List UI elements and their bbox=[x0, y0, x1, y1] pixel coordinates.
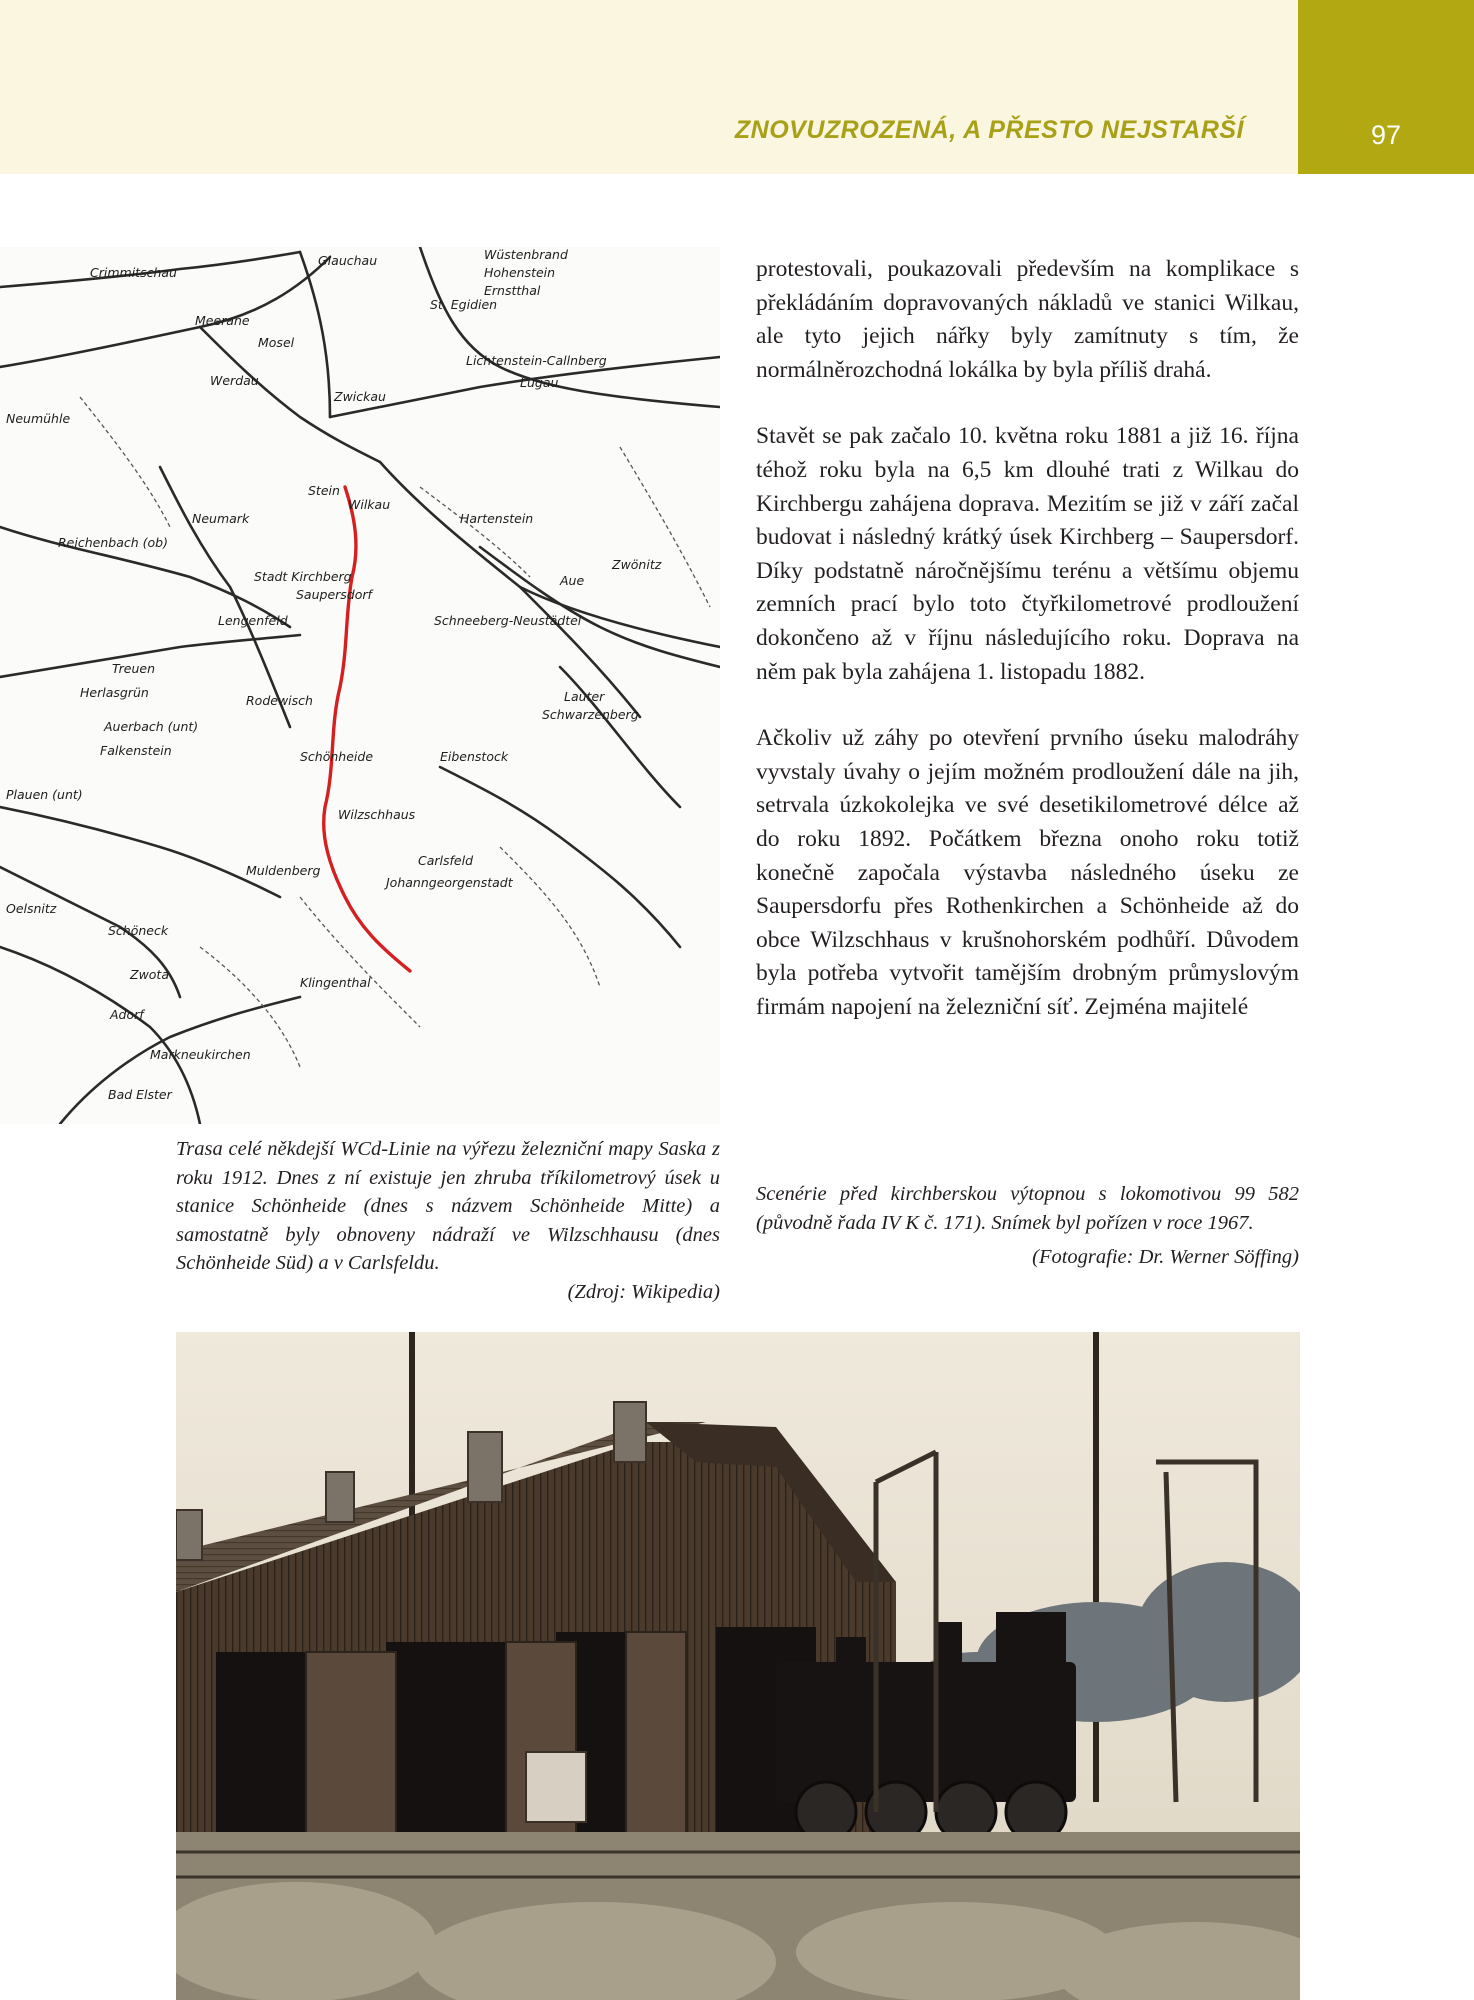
map-place-label: Wüstenbrand bbox=[484, 247, 568, 262]
map-place-label: Schwarzenberg bbox=[542, 707, 639, 722]
header-band bbox=[0, 0, 1474, 174]
map-place-label: Zwickau bbox=[334, 389, 386, 404]
map-place-label: Eibenstock bbox=[440, 749, 509, 764]
map-caption bbox=[176, 1135, 720, 1307]
map-place-label: Neumühle bbox=[6, 411, 71, 426]
map-place-label: Schöneck bbox=[108, 923, 169, 938]
map-place-label: Zwota bbox=[130, 967, 169, 982]
map-place-label: Falkenstein bbox=[100, 743, 172, 758]
map-place-label: Aue bbox=[560, 573, 585, 588]
map-place-label: Meerane bbox=[195, 313, 250, 328]
map-place-label: Plauen (unt) bbox=[6, 787, 83, 802]
map-place-label: Johanngeorgenstadt bbox=[386, 875, 513, 890]
railway-map-figure bbox=[0, 247, 720, 1124]
map-place-label: Lauter bbox=[564, 689, 605, 704]
map-place-label: Bad Elster bbox=[108, 1087, 172, 1102]
map-place-label: Hohenstein bbox=[484, 265, 556, 280]
map-place-label: Ernstthal bbox=[484, 283, 541, 298]
map-place-label: Oelsnitz bbox=[6, 901, 57, 916]
map-place-label: Crimmitschau bbox=[90, 265, 177, 280]
page-number-box bbox=[1298, 0, 1474, 174]
photo-credit: (Fotografie: Dr. Werner Söffing) bbox=[1032, 1246, 1299, 1269]
map-place-label: Treuen bbox=[112, 661, 156, 676]
engine-shed-illustration bbox=[176, 1332, 1300, 2000]
map-place-label: Lichtenstein-Callnberg bbox=[466, 353, 607, 368]
map-place-label: Lugau bbox=[520, 375, 559, 390]
map-place-label: Wilzschhaus bbox=[338, 807, 416, 822]
map-place-label: Adorf bbox=[110, 1007, 144, 1022]
body-paragraph: Stavět se pak začalo 10. května roku 1881 a již 16. října téhož roku byla na 6,5 km dlouhé trati z Wilkau do Kirchbergu zahájena doprava. Mezitím se již v září začal budovat i následný krátký úsek Kirchberg – Saupersdorf. Díky podstatně náročnějšímu terénu a většímu objemu zemních prací bylo toto čtyřkilometrové prodloužení dokončeno až v říjnu následujícího roku. Doprava na něm pak byla zahájena 1. listopadu 1882. bbox=[756, 423, 1299, 685]
map-caption-text: Trasa celé někdejší WCd-Linie na výřezu železniční mapy Saska z roku 1912. Dnes z ní existuje jen zhruba tříkilometrový úsek u stanice Schönheide (dnes s názvem Schönheide Mitte) a samostatně byly obnoveny nádraží ve Wilzschhausu (dnes Schönheide Süd) a v Carlsfeldu. bbox=[176, 1138, 720, 1275]
photo-caption bbox=[756, 1180, 1299, 1272]
body-paragraph: Ačkoliv už záhy po otevření prvního úseku malodráhy vyvstaly úvahy o jejím možném prodloužení dále na jih, setrvala úzkokolejka ve své desetikilometrové délce až do roku 1892. Počátkem března onoho roku totiž konečně započala výstavba následného úseku ze Saupersdorfu přes Rothenkirchen a Schönheide až do obce Wilzschhaus v krušnohorském podhůří. Důvodem byla potřeba vytvořit tamějším drobným průmyslovým firmám napojení na železniční síť. Zejména majitelé bbox=[756, 725, 1299, 1020]
map-place-label: Carlsfeld bbox=[418, 853, 474, 868]
map-place-label: Hartenstein bbox=[460, 511, 534, 526]
map-place-label: Saupersdorf bbox=[296, 587, 372, 602]
map-place-label: Rodewisch bbox=[246, 693, 313, 708]
map-place-label: Stein bbox=[308, 483, 340, 498]
map-place-label: Klingenthal bbox=[300, 975, 371, 990]
map-place-label: Mosel bbox=[258, 335, 295, 350]
map-place-label: Markneukirchen bbox=[150, 1047, 251, 1062]
map-place-label: Reichenbach (ob) bbox=[58, 535, 168, 550]
map-place-label: St. Egidien bbox=[430, 297, 498, 312]
map-place-label: Werdau bbox=[210, 373, 259, 388]
map-caption-source: (Zdroj: Wikipedia) bbox=[567, 1280, 720, 1303]
map-place-label: Stadt Kirchberg bbox=[254, 569, 352, 584]
body-paragraph: protestovali, poukazovali především na komplikace s překládáním dopravovaných nákladů ve stanici Wilkau, ale tyto jejich nářky byly zamítnuty s tím, že normálněrozchodná lokálka by byla příliš drahá. bbox=[756, 256, 1299, 383]
map-place-label: Glauchau bbox=[318, 253, 378, 268]
map-place-label: Zwönitz bbox=[612, 557, 662, 572]
article-body bbox=[756, 253, 1299, 1057]
locomotive-shed-photo bbox=[176, 1332, 1300, 2000]
map-place-label: Schönheide bbox=[300, 749, 374, 764]
map-place-label: Muldenberg bbox=[246, 863, 321, 878]
running-title: ZNOVUZROZENÁ, A PŘESTO NEJSTARŠÍ bbox=[734, 116, 1244, 144]
map-place-label: Herlasgrün bbox=[80, 685, 149, 700]
map-place-label: Schneeberg-Neustädtel bbox=[434, 613, 582, 628]
map-place-label: Wilkau bbox=[348, 497, 391, 512]
photo-caption-text: Scenérie před kirchberskou výtopnou s lokomotivou 99 582 (původně řada IV K č. 171). Snímek byl pořízen v roce 1967. bbox=[756, 1183, 1299, 1234]
railway-map bbox=[0, 247, 720, 1124]
map-place-label: Auerbach (unt) bbox=[104, 719, 199, 734]
map-place-label: Lengenfeld bbox=[218, 613, 288, 628]
page-number: 97 bbox=[1370, 120, 1402, 150]
map-place-label: Neumark bbox=[192, 511, 250, 526]
